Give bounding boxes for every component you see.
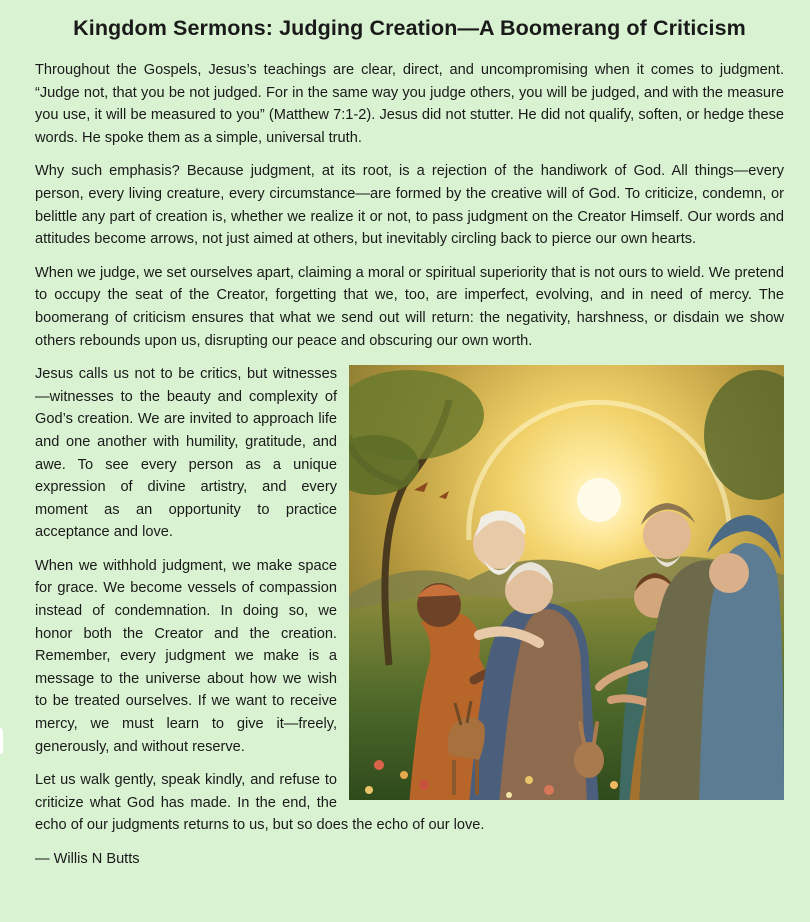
paragraph-4[interactable]: Jesus calls us not to be critics, but witnesses—witnesses to the beauty and complexity of God’s creation. We are invited to approach life and one another with humility, gratitude, and awe. To see every person as a unique expression of divine artistry, and every moment as an opportunity to practice acceptance and love.	[35, 366, 337, 541]
family-in-meadow-illustration	[349, 365, 784, 800]
paragraph-5-text: When we withhold judgment, we make space for grace. We become vessels of compassion instead of condemnation. In doing so, we honor both the Creator and the creation. Remember, every judgment we make is a message to the universe about how we wish to be treated ourselves. If we want to receive mercy, we must learn to give it—freely, generously, and without reserve.	[35, 557, 337, 755]
paragraph-6[interactable]: Let us walk gently, speak kindly, and refuse to criticize what God has made. In the end, the echo of our judgments returns to us, but so does the echo of our love.	[35, 772, 485, 834]
signature: — Willis N Butts	[35, 851, 140, 867]
text-cursor-marker	[0, 728, 3, 754]
paragraph-2[interactable]: Why such emphasis? Because judgment, at its root, is a rejection of the handiwork of God. All things—every person, every living creature, every circumstance—are formed by the creative will of God. To criticize, condemn, or belittle any part of creation is, whether we realize it or not, to pass judgment on the Creator Himself. Our words and attitudes become arrows, not just aimed at others, but inevitably circling back to pierce our own hearts.	[35, 163, 784, 248]
document-page	[35, 0, 784, 871]
paragraph-1[interactable]: Throughout the Gospels, Jesus’s teachings are clear, direct, and uncompromising when it comes to judgment. “Judge not, that you be not judged. For in the same way you judge others, you will be judged, and with the measure you use, it will be measured to you” (Matthew 7:1-2). Jesus did not stutter. He did not qualify, soften, or hedge these words. He spoke them as a simple, universal truth.	[35, 62, 784, 146]
page-title: Kingdom Sermons: Judging Creation—A Boomerang of Criticism	[73, 16, 746, 40]
sermon-illustration	[349, 365, 784, 800]
paragraph-3[interactable]: When we judge, we set ourselves apart, claiming a moral or spiritual superiority that is not ours to wield. We pretend to occupy the seat of the Creator, forgetting that we, too, are imperfect, evolving, and in need of mercy. The boomerang of criticism ensures that what we send out will return: the negativity, harshness, or disdain we show others rebounds upon us, disrupting our peace and obscuring our own worth.	[35, 264, 784, 349]
illustrated-section	[35, 363, 784, 837]
